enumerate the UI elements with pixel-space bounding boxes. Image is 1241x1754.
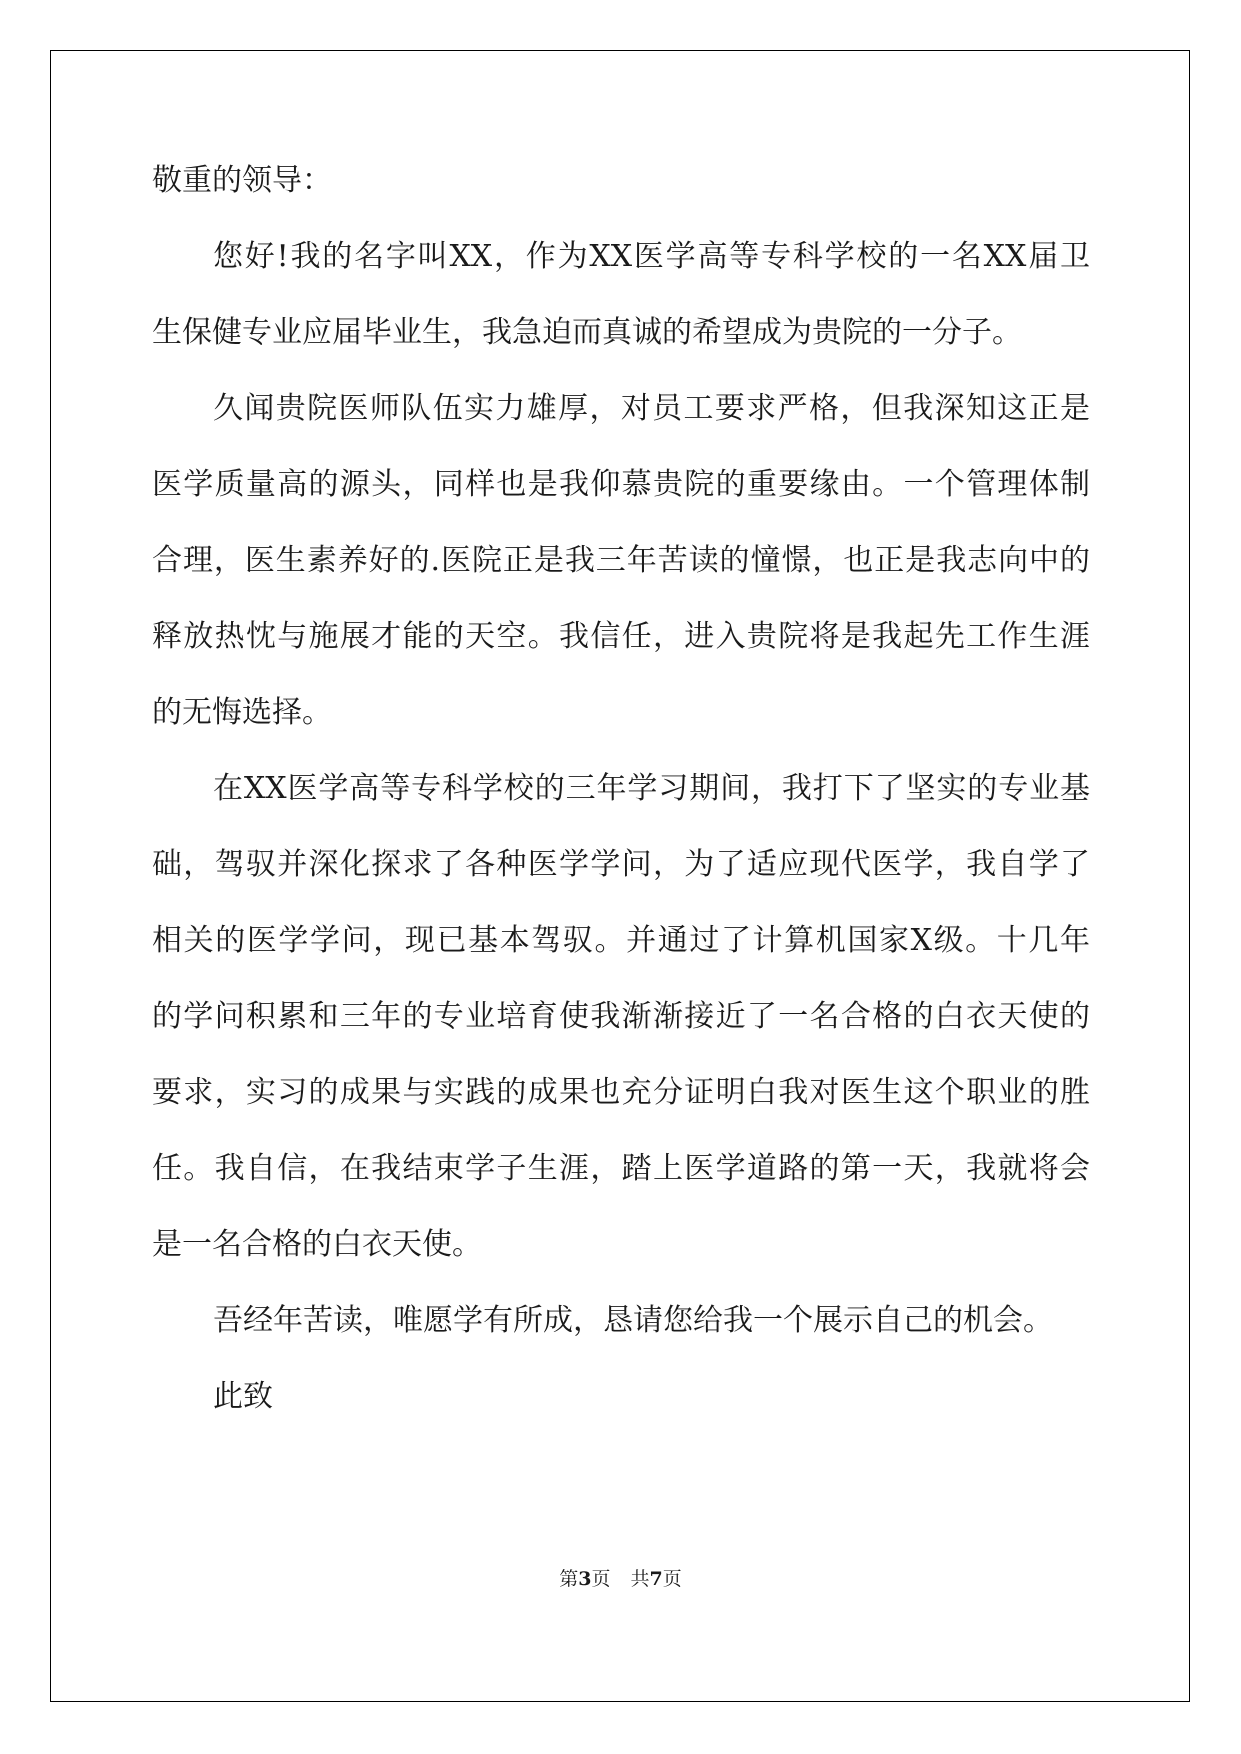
page-footer	[0, 1564, 1241, 1591]
paragraph-line: 医学质量高的源头，同样也是我仰慕贵院的重要缘由。一个管理体制	[152, 467, 1090, 502]
footer-prefix: 第	[559, 1568, 579, 1590]
paragraph-line: 础，驾驭并深化探求了各种医学学问，为了适应现代医学，我自学了	[152, 847, 1090, 882]
paragraph-line: 的无悔选择。	[152, 695, 332, 730]
total-page-number: 7	[649, 1568, 663, 1590]
current-page-number: 3	[578, 1568, 592, 1590]
closing: 此致	[213, 1379, 273, 1414]
paragraph-line: 您好!我的名字叫XX，作为XX医学高等专科学校的一名XX届卫	[213, 239, 1090, 274]
footer-total-prefix: 共	[630, 1568, 650, 1590]
paragraph-line: 在XX医学高等专科学校的三年学习期间，我打下了坚实的专业基	[213, 771, 1090, 806]
paragraph-line: 释放热忱与施展才能的天空。我信任，进入贵院将是我起先工作生涯	[152, 619, 1090, 654]
paragraph-line: 任。我自信，在我结束学子生涯，踏上医学道路的第一天，我就将会	[152, 1151, 1090, 1186]
paragraph-line: 合理，医生素养好的.医院正是我三年苦读的憧憬，也正是我志向中的	[152, 543, 1090, 578]
paragraph-line: 久闻贵院医师队伍实力雄厚，对员工要求严格，但我深知这正是	[213, 391, 1090, 426]
paragraph-line: 生保健专业应届毕业生，我急迫而真诚的希望成为贵院的一分子。	[152, 315, 1022, 350]
footer-total-unit: 页	[662, 1568, 682, 1590]
paragraph-line: 是一名合格的白衣天使。	[152, 1227, 482, 1262]
paragraph-line: 要求，实习的成果与实践的成果也充分证明白我对医生这个职业的胜	[152, 1075, 1090, 1110]
salutation: 敬重的领导：	[152, 163, 332, 198]
paragraph-line: 的学问积累和三年的专业培育使我渐渐接近了一名合格的白衣天使的	[152, 999, 1090, 1034]
paragraph-line: 吾经年苦读，唯愿学有所成，恳请您给我一个展示自己的机会。	[213, 1303, 1053, 1338]
footer-page-unit: 页	[591, 1568, 611, 1590]
paragraph-line: 相关的医学学问，现已基本驾驭。并通过了计算机国家X级。十几年	[152, 923, 1090, 958]
